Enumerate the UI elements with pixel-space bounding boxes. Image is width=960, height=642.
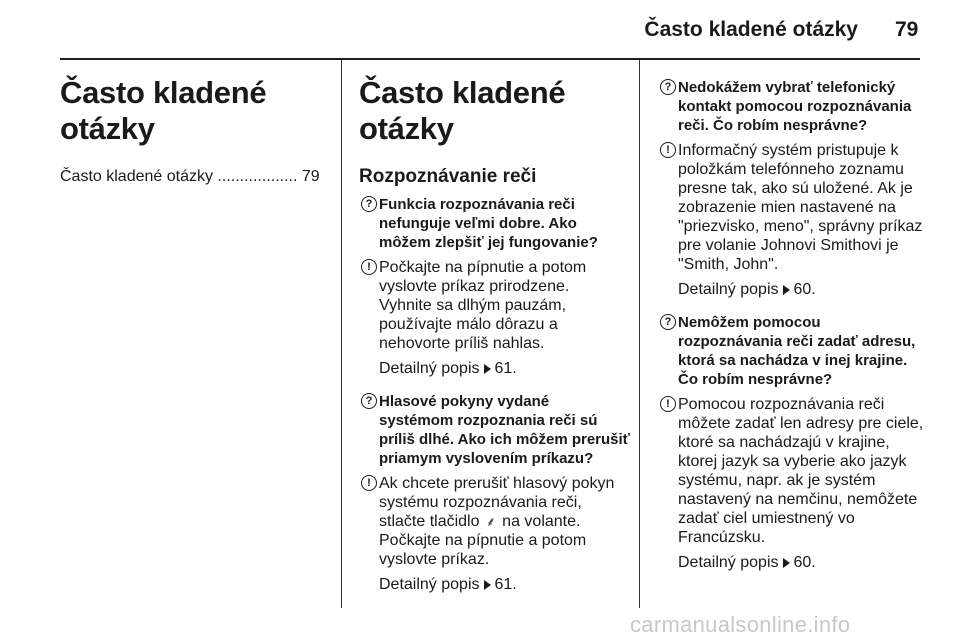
arrow-icon — [484, 580, 491, 590]
middle-column — [359, 60, 634, 608]
arrow-icon — [783, 558, 790, 568]
arrow-icon — [783, 285, 790, 295]
arrow-icon — [484, 364, 491, 374]
right-column — [658, 78, 948, 586]
toc-entry[interactable]: Často kladené otázky .................. 79 — [60, 168, 320, 185]
answer-1: ! Počkajte na pípnutie a potom vyslovte príkaz prirodzene. Vyhnite sa dlhým pauzám, používajte málo dôrazu a nehovorte príliš nahlas. — [359, 258, 634, 353]
page-number: 79 — [895, 18, 919, 41]
cross-reference-1[interactable]: Detailný popis 61. — [379, 360, 517, 377]
chapter-title: Často kladené otázky — [359, 75, 566, 146]
cross-reference-3[interactable]: Detailný popis 60. — [678, 281, 816, 298]
question-icon: ? — [361, 196, 377, 212]
watermark: carmanualsonline.info — [630, 612, 851, 637]
question-icon: ? — [660, 314, 676, 330]
left-column — [60, 60, 330, 187]
running-title: Často kladené otázky — [644, 18, 858, 41]
question-2: ? Hlasové pokyny vydané systémom rozpoznania reči sú príliš dlhé. Ako ich môžem prerušiť priamym vyslovením príkazu? — [359, 392, 634, 468]
cross-reference-4[interactable]: Detailný popis 60. — [678, 554, 816, 571]
steering-wheel-voice-button-icon: ⸙ — [485, 514, 496, 529]
answer-3: ! Informačný systém pristupuje k položkám telefónneho zoznamu presne tak, ako sú uložené. Ak je zobrazenie mien nastavené na "priezvisko, meno", správny príkaz pre volanie Johnovi Smithovi je "Smith, John". — [658, 141, 948, 274]
question-icon: ? — [660, 79, 676, 95]
section-title: Často kladené otázky — [60, 75, 267, 146]
subsection-title: Rozpoznávanie reči — [359, 166, 537, 187]
answer-icon: ! — [660, 396, 676, 412]
cross-reference-2[interactable]: Detailný popis 61. — [379, 576, 517, 593]
question-1: ? Funkcia rozpoznávania reči nefunguje veľmi dobre. Ako môžem zlepšiť jej fungovanie? — [359, 195, 634, 252]
answer-4: ! Pomocou rozpoznávania reči môžete zadať len adresy pre ciele, ktoré sa nachádzajú v krajine, ktorej jazyk sa vyberie ako jazyk systému, napr. ak je systém nastavený na nemčinu, nemôžete zadať ciel umiestnený vo Francúzsku. — [658, 395, 948, 547]
answer-icon: ! — [660, 142, 676, 158]
column-divider-2 — [639, 60, 640, 608]
answer-2: ! Ak chcete prerušiť hlasový pokyn systému rozpoznávania reči, stlačte tlačidlo ⸙ na volante. Počkajte na pípnutie a potom vyslovte príkaz. — [359, 474, 634, 569]
answer-icon: ! — [361, 475, 377, 491]
question-icon: ? — [361, 393, 377, 409]
column-divider-1 — [341, 60, 342, 608]
question-3: ? Nedokážem vybrať telefonický kontakt pomocou rozpoznávania reči. Čo robím nesprávne? — [658, 78, 948, 135]
question-4: ? Nemôžem pomocou rozpoznávania reči zadať adresu, ktorá sa nachádza v inej krajine. Čo robím nesprávne? — [658, 313, 948, 389]
answer-icon: ! — [361, 259, 377, 275]
